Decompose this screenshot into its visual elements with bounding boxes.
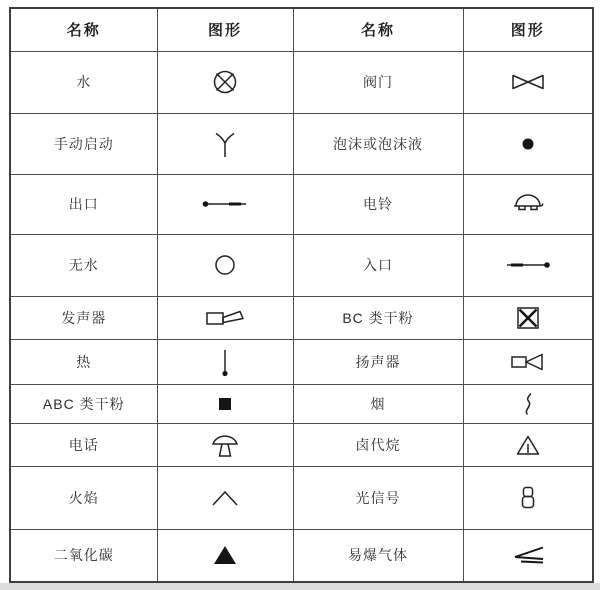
abc-dry-powder-symbol-icon bbox=[157, 384, 293, 423]
entrance-symbol-icon bbox=[463, 234, 593, 296]
heat-symbol-icon bbox=[157, 339, 293, 384]
bc-dry-powder-symbol-icon bbox=[463, 296, 593, 339]
table-row bbox=[10, 296, 593, 339]
table-row bbox=[10, 384, 593, 423]
header-shape-left: 图形 bbox=[157, 8, 293, 51]
symbol-name: 无水 bbox=[10, 234, 157, 296]
valve-symbol-icon bbox=[463, 51, 593, 113]
smoke-symbol-icon bbox=[463, 384, 593, 423]
light-signal-symbol-icon bbox=[463, 466, 593, 529]
symbol-name: 手动启动 bbox=[10, 113, 157, 174]
foam-symbol-icon bbox=[463, 113, 593, 174]
symbol-name: 电话 bbox=[10, 423, 157, 466]
loudspeaker-symbol-icon bbox=[463, 339, 593, 384]
symbol-name: 发声器 bbox=[10, 296, 157, 339]
table-row bbox=[10, 423, 593, 466]
co2-symbol-icon bbox=[157, 529, 293, 582]
exit-symbol-icon bbox=[157, 174, 293, 234]
explosive-gas-symbol-icon bbox=[463, 529, 593, 582]
symbol-name: 烟 bbox=[293, 384, 463, 423]
header-row bbox=[10, 8, 593, 51]
symbol-name: 卤代烷 bbox=[293, 423, 463, 466]
halon-symbol-icon bbox=[463, 423, 593, 466]
header-name-right: 名称 bbox=[293, 8, 463, 51]
symbol-name: 水 bbox=[10, 51, 157, 113]
symbol-name: 扬声器 bbox=[293, 339, 463, 384]
symbol-legend-table bbox=[9, 7, 594, 583]
table-row bbox=[10, 113, 593, 174]
symbol-name: 热 bbox=[10, 339, 157, 384]
table-row bbox=[10, 529, 593, 582]
header-shape-right: 图形 bbox=[463, 8, 593, 51]
telephone-symbol-icon bbox=[157, 423, 293, 466]
symbol-name: 出口 bbox=[10, 174, 157, 234]
table-row bbox=[10, 339, 593, 384]
table-row bbox=[10, 51, 593, 113]
no-water-symbol-icon bbox=[157, 234, 293, 296]
symbol-name: 阀门 bbox=[293, 51, 463, 113]
scan-shadow-strip bbox=[0, 583, 600, 590]
table-row bbox=[10, 466, 593, 529]
symbol-name: 易爆气体 bbox=[293, 529, 463, 582]
manual-start-symbol-icon bbox=[157, 113, 293, 174]
symbol-name: 入口 bbox=[293, 234, 463, 296]
symbol-name: 火焰 bbox=[10, 466, 157, 529]
symbol-name: BC 类干粉 bbox=[293, 296, 463, 339]
table-row bbox=[10, 174, 593, 234]
symbol-name: ABC 类干粉 bbox=[10, 384, 157, 423]
symbol-name: 光信号 bbox=[293, 466, 463, 529]
symbol-name: 电铃 bbox=[293, 174, 463, 234]
flame-symbol-icon bbox=[157, 466, 293, 529]
bell-symbol-icon bbox=[463, 174, 593, 234]
water-symbol-icon bbox=[157, 51, 293, 113]
symbol-name: 泡沫或泡沫液 bbox=[293, 113, 463, 174]
symbol-name: 二氧化碳 bbox=[10, 529, 157, 582]
table-row bbox=[10, 234, 593, 296]
header-name-left: 名称 bbox=[10, 8, 157, 51]
sounder-symbol-icon bbox=[157, 296, 293, 339]
